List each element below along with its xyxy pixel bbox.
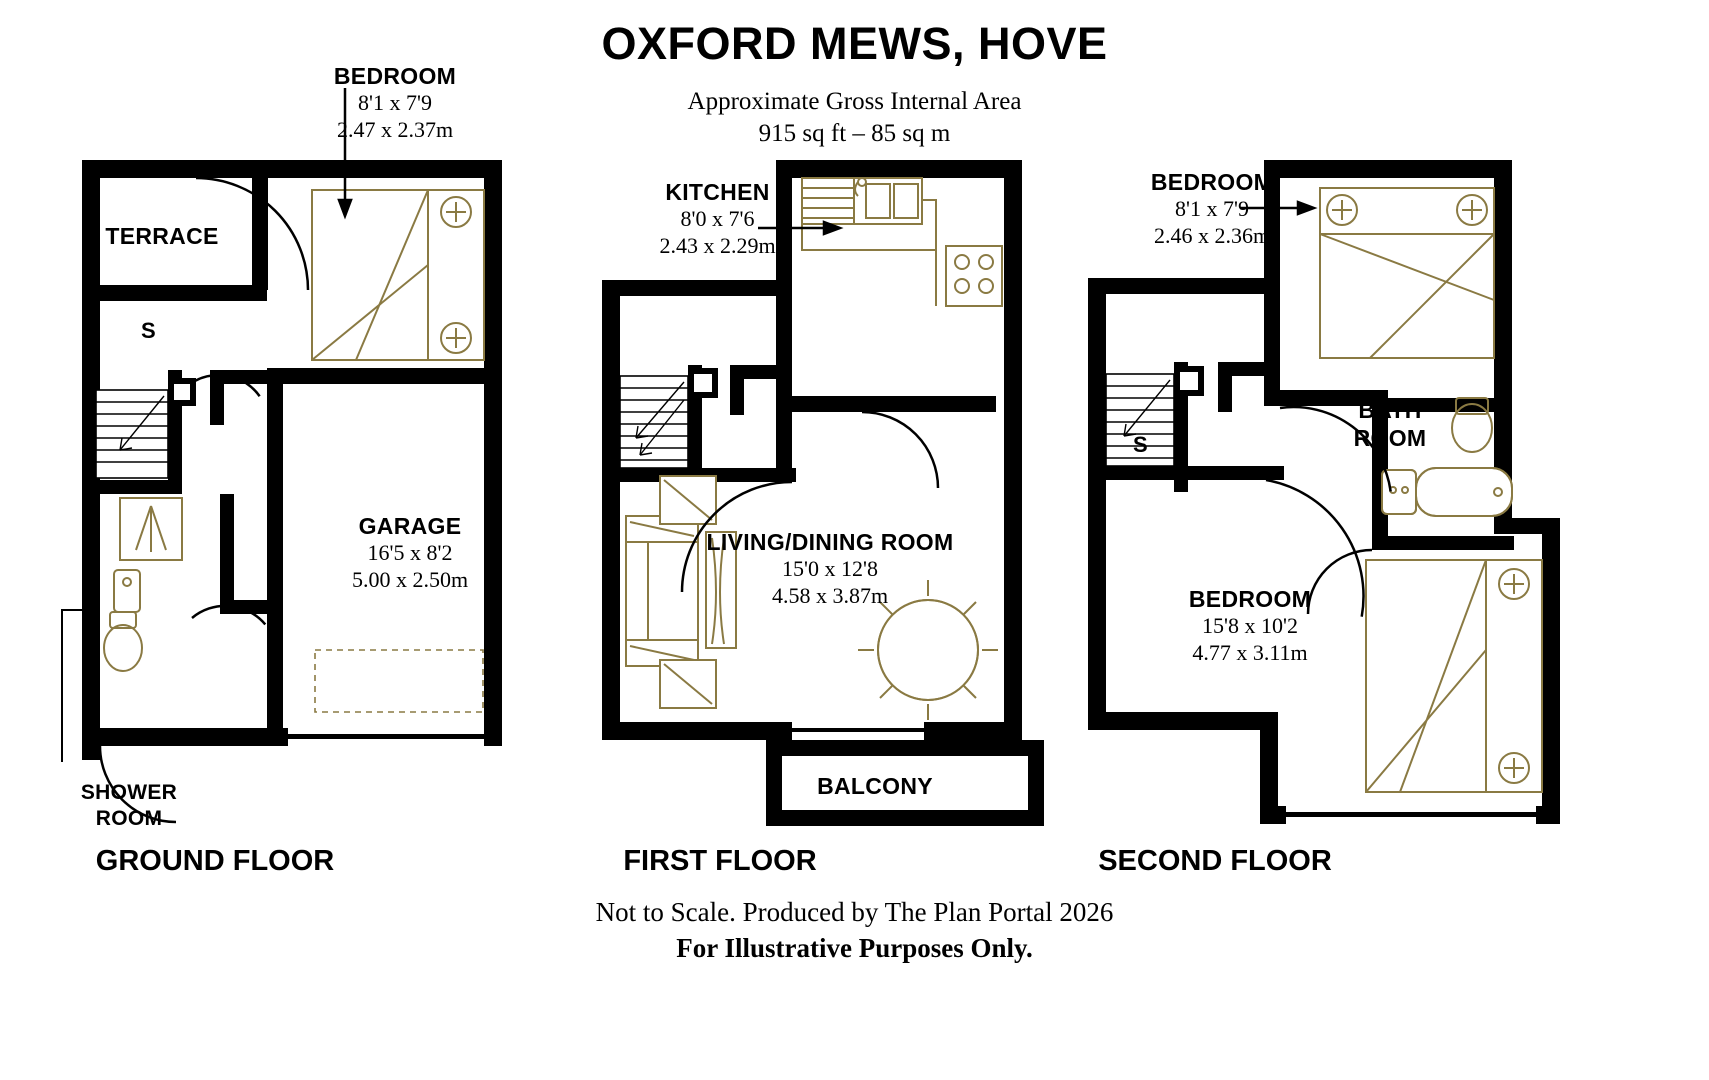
second-main-bedroom-bed bbox=[1366, 560, 1542, 792]
kitchen-units bbox=[802, 178, 1002, 306]
first-stairs bbox=[620, 368, 718, 468]
second-small-bedroom-label: BEDROOM 8'1 x 7'9 2.46 x 2.36m bbox=[1150, 169, 1274, 248]
shower-room-label: SHOWER ROOM bbox=[80, 781, 178, 830]
ground-floor-drawing bbox=[60, 150, 580, 830]
ground-bedroom-label: BEDROOM 8'1 x 7'9 2.47 x 2.37m bbox=[333, 63, 457, 142]
kitchen-label: KITCHEN 8'0 x 7'6 2.43 x 2.29m bbox=[659, 179, 776, 258]
balcony-label: BALCONY bbox=[817, 773, 933, 799]
terrace-label: TERRACE bbox=[105, 223, 219, 249]
ground-floor-plan bbox=[60, 150, 580, 830]
second-main-bedroom-label: BEDROOM 15'8 x 10'2 4.77 x 3.11m bbox=[1188, 586, 1312, 665]
second-stairs bbox=[1106, 366, 1204, 466]
second-storage-marker: S bbox=[1133, 432, 1148, 457]
second-floor-drawing bbox=[1070, 150, 1630, 840]
bathroom-label: BATH ROOM bbox=[1353, 397, 1427, 452]
footer-disclaimer: For Illustrative Purposes Only. bbox=[676, 933, 1033, 963]
garage-label: GARAGE 16'5 x 8'2 5.00 x 2.50m bbox=[351, 513, 469, 592]
first-floor-title: FIRST FLOOR bbox=[623, 845, 817, 877]
second-small-bedroom-bed bbox=[1320, 188, 1494, 358]
footer-note: Not to Scale. Produced by The Plan Portal 2026 bbox=[595, 897, 1114, 927]
ground-storage-marker: S bbox=[141, 318, 156, 343]
ground-floor-title: GROUND FLOOR bbox=[95, 845, 335, 877]
ground-bedroom-bed bbox=[312, 190, 484, 360]
area-value: 915 sq ft – 85 sq m bbox=[758, 120, 951, 147]
page-title: OXFORD MEWS, HOVE bbox=[601, 18, 1108, 69]
ground-garage-outline bbox=[315, 650, 483, 712]
living-dining-label: LIVING/DINING ROOM 15'0 x 12'8 4.58 x 3.87m bbox=[706, 529, 954, 608]
second-floor-plan bbox=[1070, 150, 1630, 840]
ground-shower-room-fittings bbox=[104, 498, 182, 671]
area-caption: Approximate Gross Internal Area bbox=[687, 88, 1022, 115]
second-floor-title: SECOND FLOOR bbox=[1098, 845, 1332, 877]
shower-room-leader-line bbox=[62, 610, 82, 762]
